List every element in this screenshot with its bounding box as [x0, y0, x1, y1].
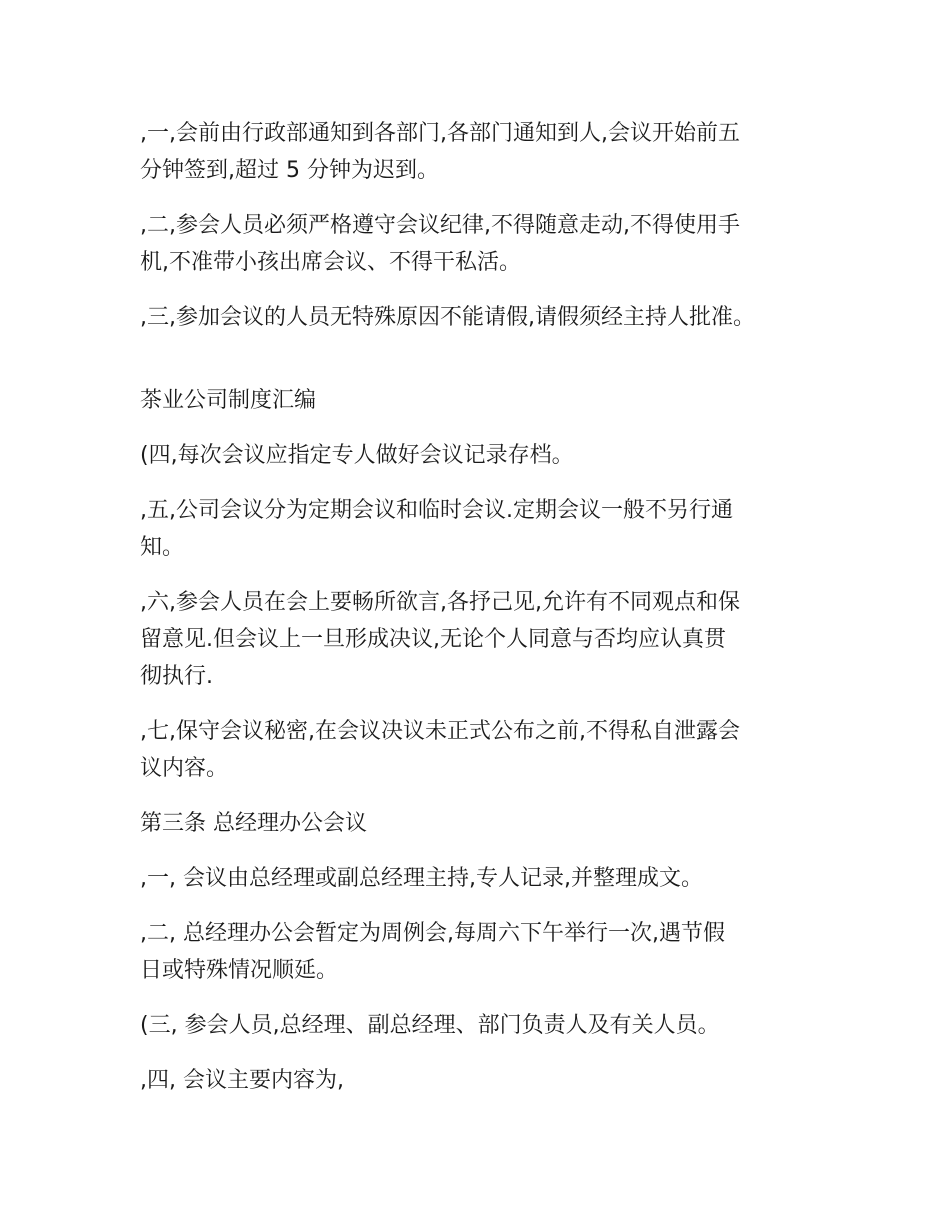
paragraph-item-1 [140, 115, 812, 189]
paragraph-line: ,四, 会议主要内容为, [140, 1068, 344, 1093]
paragraph-line: 机,不准带小孩出席会议、不得干私活。 [140, 250, 521, 275]
document-page [140, 115, 812, 1117]
paragraph-item-5 [140, 492, 812, 566]
paragraph-line: 议内容。 [140, 756, 229, 781]
paragraph-line: (三, 参会人员,总经理、副总经理、部门负责人及有关人员。 [140, 1013, 720, 1038]
paragraph-item-10 [140, 1007, 812, 1044]
paragraph-line: 分钟签到,超过 5 分钟为迟到。 [140, 158, 439, 183]
paragraph-line: ,二,参会人员必须严格遵守会议纪律,不得随意走动,不得使用手 [140, 213, 740, 238]
heading-line: 茶业公司制度汇编 [140, 388, 317, 413]
paragraph-line: ,三,参加会议的人员无特殊原因不能请假,请假须经主持人批准。 [140, 305, 755, 330]
paragraph-item-3 [140, 299, 812, 336]
paragraph-item-9 [140, 915, 812, 989]
paragraph-item-2 [140, 207, 812, 281]
section-heading-compilation [140, 382, 812, 419]
section-heading-article-three [140, 805, 812, 842]
paragraph-line: 知。 [140, 535, 185, 560]
paragraph-item-4 [140, 437, 812, 474]
paragraph-line: ,七,保守会议秘密,在会议决议未正式公布之前,不得私自泄露会 [140, 719, 740, 744]
paragraph-line: 留意见.但会议上一旦形成决议,无论个人同意与否均应认真贯 [140, 627, 726, 652]
paragraph-line: ,一, 会议由总经理或副总经理主持,专人记录,并整理成文。 [140, 866, 703, 891]
paragraph-line: ,一,会前由行政部通知到各部门,各部门通知到人,会议开始前五 [140, 121, 740, 146]
paragraph-line: ,五,公司会议分为定期会议和临时会议.定期会议一般不另行通 [140, 498, 733, 523]
paragraph-line: 彻执行. [140, 664, 213, 689]
paragraph-item-8 [140, 860, 812, 897]
paragraph-line: ,六,参会人员在会上要畅所欲言,各抒己见,允许有不同观点和保 [140, 590, 740, 615]
paragraph-line: 日或特殊情况顺延。 [140, 958, 339, 983]
paragraph-item-6 [140, 584, 812, 695]
paragraph-line: ,二, 总经理办公会暂定为周例会,每周六下午举行一次,遇节假 [140, 921, 725, 946]
paragraph-item-11 [140, 1062, 812, 1099]
heading-line: 第三条 总经理办公会议 [140, 811, 367, 836]
paragraph-line: (四,每次会议应指定专人做好会议记录存档。 [140, 443, 574, 468]
paragraph-item-7 [140, 713, 812, 787]
